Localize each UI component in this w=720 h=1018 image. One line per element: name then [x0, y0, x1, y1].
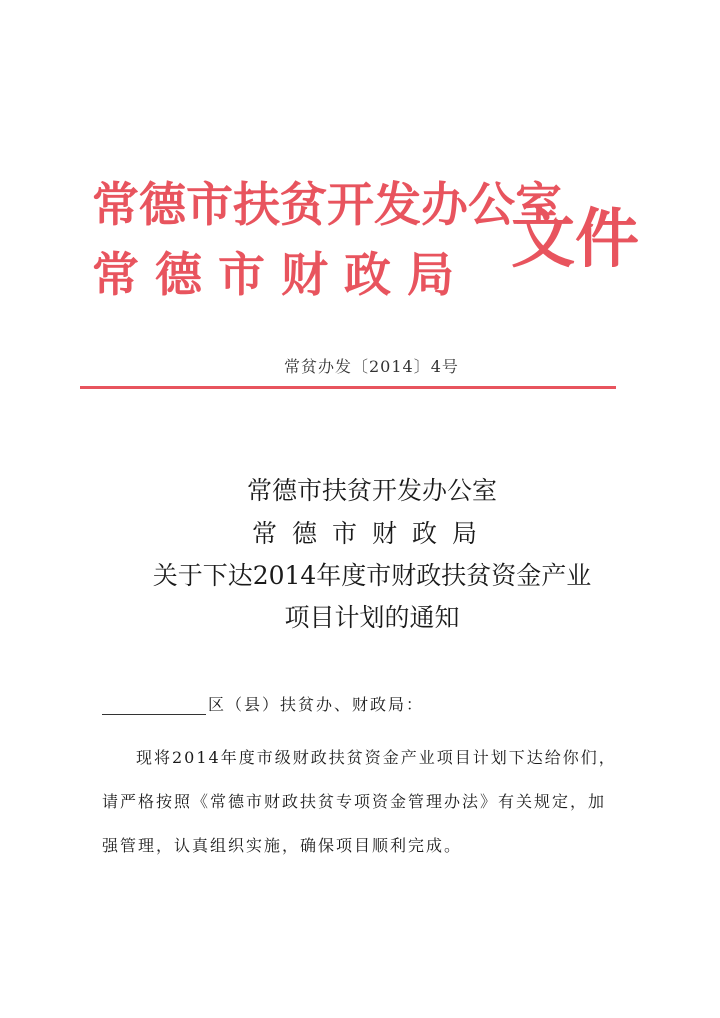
document-type-label: 文件	[511, 202, 639, 277]
title-line-1: 常德市扶贫开发办公室	[246, 476, 497, 505]
body-line: 现将2014年度市级财政扶贫资金产业项目计划下达给你们，	[136, 748, 617, 767]
body-line: 请严格按照《常德市财政扶贫专项资金管理办法》有关规定，加	[102, 792, 607, 811]
addressee	[102, 692, 424, 715]
body-line: 强管理，认真组织实施，确保项目顺利完成。	[102, 836, 463, 855]
addressee-text: 区（县）扶贫办、财政局：	[208, 695, 425, 714]
issuing-org-1: 常德市扶贫开发办公室	[92, 178, 562, 233]
title-line-2: 常德市财政局	[251, 519, 492, 548]
issuing-org-2: 常德市财政局	[92, 248, 470, 303]
red-divider-line	[80, 386, 616, 389]
addressee-blank	[102, 698, 206, 715]
title-line-4: 项目计划的通知	[284, 603, 460, 632]
title-line-3: 关于下达2014年度市财政扶贫资金产业	[152, 561, 592, 590]
body-paragraph	[102, 736, 662, 868]
document-number: 常贫办发〔2014〕4号	[284, 357, 459, 376]
